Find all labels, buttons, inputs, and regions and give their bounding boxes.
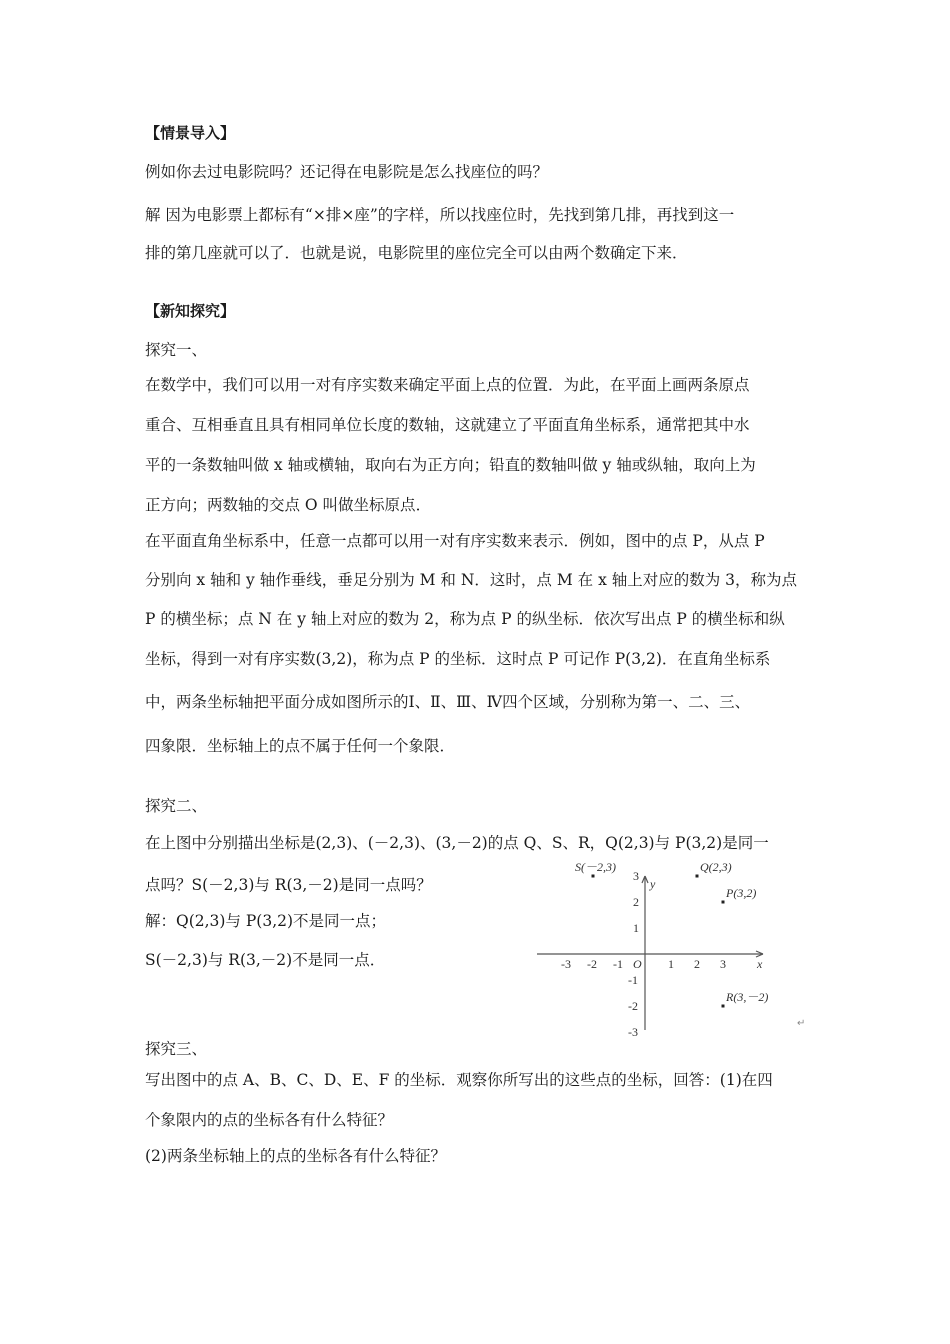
body-line: S(－2,3)与 R(3,－2)不是同一点． [145, 951, 386, 969]
origin-label: O [633, 957, 642, 971]
intro-answer-line: 排的第几座就可以了．也就是说，电影院里的座位完全可以由两个数确定下来． [145, 244, 688, 262]
points [575, 860, 768, 1008]
body-line: 在上图中分别描出坐标是(2,3)、(－2,3)、(3,－2)的点 Q、S、R，Q(2,3)与 P(3,2)是同一 [145, 834, 769, 852]
x-tick-label: 1 [668, 957, 674, 971]
point-marker [696, 875, 699, 878]
y-axis-label: y [650, 877, 656, 891]
intro-question: 例如你去过电影院吗？还记得在电影院是怎么找座位的吗？ [145, 163, 549, 181]
y-tick-label: 2 [633, 895, 639, 909]
explore1-title: 探究一、 [145, 341, 208, 359]
y-tick-label: -1 [628, 973, 638, 987]
body-line: 正方向；两数轴的交点 O 叫做坐标原点． [145, 496, 432, 514]
y-tick-label: 1 [633, 921, 639, 935]
y-tick-label: -2 [628, 999, 638, 1013]
point-marker [722, 1005, 725, 1008]
explore2-title: 探究二、 [145, 797, 208, 815]
body-line: 四象限．坐标轴上的点不属于任何一个象限． [145, 737, 456, 755]
point-label: P(3,2) [726, 886, 757, 900]
return-mark: ↵ [797, 1018, 806, 1029]
point-label: S(－2,3) [575, 860, 616, 874]
point-label: R(3,－2) [726, 990, 769, 1004]
point-label: Q(2,3) [700, 860, 732, 874]
x-tick-label: 3 [720, 957, 726, 971]
explore3-title: 探究三、 [145, 1040, 208, 1058]
point-marker [722, 901, 725, 904]
body-line: 平的一条数轴叫做 x 轴或横轴，取向右为正方向；铅直的数轴叫做 y 轴或纵轴，取向上为 [145, 456, 756, 474]
coordinate-plane-figure [535, 860, 820, 1039]
body-line: 在数学中，我们可以用一对有序实数来确定平面上点的位置．为此，在平面上画两条原点 [145, 376, 750, 394]
y-tick-label: -3 [628, 1025, 638, 1039]
intro-answer-line: 解 因为电影票上都标有“×排×座”的字样，所以找座位时，先找到第几排，再找到这一 [145, 206, 735, 224]
body-line: P 的横坐标；点 N 在 y 轴上对应的数为 2，称为点 P 的纵坐标．依次写出点 P 的横坐标和纵 [145, 610, 785, 628]
body-line: 写出图中的点 A、B、C、D、E、F 的坐标．观察你所写出的这些点的坐标，回答：(1)在四 [145, 1071, 773, 1089]
body-line: 个象限内的点的坐标各有什么特征？ [145, 1111, 394, 1129]
point-marker [592, 875, 595, 878]
section-heading-new: 【新知探究】 [145, 302, 236, 320]
x-tick-label: -1 [613, 957, 623, 971]
x-tick-label: 2 [694, 957, 700, 971]
body-line: 坐标，得到一对有序实数(3,2)，称为点 P 的坐标．这时点 P 可记作 P(3,2)．在直角坐标系 [145, 650, 771, 668]
body-line: (2)两条坐标轴上的点的坐标各有什么特征？ [145, 1147, 446, 1165]
x-tick-label: -2 [587, 957, 597, 971]
x-axis-label: x [757, 957, 763, 971]
y-tick-label: 3 [633, 869, 639, 883]
body-line: 解：Q(2,3)与 P(3,2)不是同一点； [145, 912, 387, 930]
body-line: 在平面直角坐标系中，任意一点都可以用一对有序实数来表示．例如，图中的点 P，从点 P [145, 532, 765, 550]
x-tick-label: -3 [561, 957, 571, 971]
body-line: 中，两条坐标轴把平面分成如图所示的Ⅰ、Ⅱ、Ⅲ、Ⅳ四个区域，分别称为第一、二、三、 [145, 693, 751, 711]
section-heading-intro: 【情景导入】 [145, 124, 236, 142]
body-line: 重合、互相垂直且具有相同单位长度的数轴，这就建立了平面直角坐标系，通常把其中水 [145, 416, 750, 434]
body-line: 分别向 x 轴和 y 轴作垂线，垂足分别为 M 和 N．这时，点 M 在 x 轴上对应的数为 3，称为点 [145, 571, 798, 589]
body-line: 点吗？S(－2,3)与 R(3,－2)是同一点吗？ [145, 876, 432, 894]
